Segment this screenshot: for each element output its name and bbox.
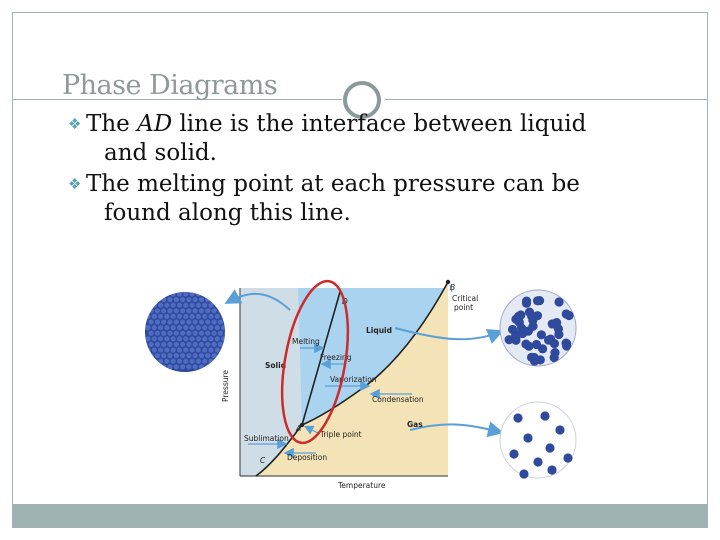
solid-molecule — [224, 364, 229, 369]
solid-molecule — [190, 314, 195, 319]
gas-molecule — [523, 433, 532, 442]
title-divider-right — [385, 99, 708, 100]
solid-molecule — [199, 364, 204, 369]
solid-molecule — [199, 308, 204, 313]
solid-molecule — [180, 331, 185, 336]
solid-molecule — [149, 308, 154, 313]
solid-molecule — [174, 353, 179, 358]
solid-molecule — [199, 319, 204, 324]
solid-molecule — [164, 303, 169, 308]
bullet-2-continuation: found along this line. — [104, 200, 351, 226]
solid-molecule — [183, 325, 188, 330]
solid-molecule — [152, 314, 157, 319]
x-axis-label: Temperature — [338, 481, 386, 490]
solid-molecule — [167, 308, 172, 313]
solid-molecule — [164, 291, 169, 296]
solid-molecule — [174, 308, 179, 313]
liquid-molecule — [522, 297, 531, 306]
solid-molecule — [152, 336, 157, 341]
solid-molecule — [180, 297, 185, 302]
bullet-icon: ❖ — [68, 115, 82, 133]
gas-molecule — [547, 465, 556, 474]
solid-molecule — [202, 336, 207, 341]
solid-molecule — [149, 353, 154, 358]
solid-molecule — [186, 331, 191, 336]
solid-molecule — [193, 353, 198, 358]
solid-molecule — [186, 308, 191, 313]
solid-molecule — [218, 353, 223, 358]
solid-molecule — [177, 336, 182, 341]
solid-molecule — [158, 314, 163, 319]
solid-molecule — [196, 347, 201, 352]
solid-molecule — [177, 291, 182, 296]
solid-molecule — [155, 297, 160, 302]
solid-molecule — [155, 353, 160, 358]
solid-molecule — [171, 359, 176, 364]
gas-molecule — [540, 411, 549, 420]
bullet-list — [68, 110, 668, 228]
liquid-molecule — [554, 324, 563, 333]
label-freezing: Freezing — [320, 353, 352, 362]
gas-molecule — [509, 449, 518, 458]
label-liquid: Liquid — [366, 326, 392, 335]
label-triple-point: Triple point — [320, 430, 362, 439]
solid-molecule — [215, 291, 220, 296]
solid-molecule — [155, 331, 160, 336]
solid-molecule — [145, 336, 150, 341]
solid-molecule — [161, 297, 166, 302]
solid-molecule — [193, 364, 198, 369]
solid-molecule — [212, 364, 217, 369]
solid-molecule — [171, 325, 176, 330]
solid-molecule — [218, 364, 223, 369]
solid-molecule — [167, 297, 172, 302]
solid-molecule — [193, 342, 198, 347]
solid-molecule — [230, 308, 235, 313]
liquid-molecule — [528, 322, 537, 331]
solid-molecule — [193, 297, 198, 302]
solid-molecule — [199, 353, 204, 358]
label-condensation: Condensation — [372, 395, 424, 404]
solid-molecule — [190, 359, 195, 364]
solid-molecule — [174, 331, 179, 336]
solid-molecule — [152, 325, 157, 330]
liquid-molecule — [550, 348, 559, 357]
solid-molecule — [164, 347, 169, 352]
solid-molecule — [208, 359, 213, 364]
solid-molecule — [174, 342, 179, 347]
label-sublimation: Sublimation — [244, 434, 289, 443]
solid-molecule — [149, 297, 154, 302]
label-b: B — [450, 283, 456, 292]
solid-molecule — [218, 308, 223, 313]
solid-molecule — [205, 308, 210, 313]
solid-molecule — [190, 347, 195, 352]
bullet-1-text-a: The — [86, 111, 138, 137]
solid-molecule — [205, 342, 210, 347]
solid-molecule — [190, 336, 195, 341]
solid-molecule — [161, 342, 166, 347]
solid-molecule — [205, 297, 210, 302]
solid-molecule — [212, 308, 217, 313]
footer-bar — [12, 504, 708, 528]
solid-molecule — [230, 331, 235, 336]
gas-molecule — [555, 425, 564, 434]
gas-model-circle — [500, 402, 576, 478]
solid-molecule — [230, 319, 235, 324]
solid-molecule — [193, 308, 198, 313]
solid-molecule — [196, 336, 201, 341]
liquid-molecule — [512, 330, 521, 339]
solid-molecule — [155, 364, 160, 369]
y-axis-label: Pressure — [221, 369, 230, 402]
solid-molecule — [205, 353, 210, 358]
solid-molecule — [145, 347, 150, 352]
solid-molecule — [230, 364, 235, 369]
solid-molecule — [149, 319, 154, 324]
solid-molecule — [221, 347, 226, 352]
solid-molecule — [196, 314, 201, 319]
solid-molecule — [227, 314, 232, 319]
solid-molecule — [227, 325, 232, 330]
liquid-molecule — [530, 356, 539, 365]
solid-molecule — [180, 364, 185, 369]
bullet-icon: ❖ — [68, 175, 82, 193]
solid-molecule — [215, 314, 220, 319]
solid-molecule — [171, 347, 176, 352]
liquid-molecule — [544, 336, 553, 345]
solid-molecule — [199, 342, 204, 347]
solid-molecule — [171, 291, 176, 296]
solid-molecule — [215, 359, 220, 364]
solid-molecule — [208, 291, 213, 296]
bullet-1-text-em: AD — [137, 111, 173, 137]
solid-molecule — [212, 353, 217, 358]
solid-molecule — [199, 297, 204, 302]
solid-molecule — [145, 291, 150, 296]
solid-molecule — [202, 303, 207, 308]
liquid-molecule — [554, 297, 563, 306]
solid-molecule — [161, 353, 166, 358]
solid-molecule — [205, 364, 210, 369]
label-a: A — [296, 424, 302, 433]
gas-molecule — [513, 413, 522, 422]
solid-molecule — [164, 359, 169, 364]
solid-molecule — [161, 308, 166, 313]
solid-molecule — [196, 303, 201, 308]
solid-molecule — [183, 291, 188, 296]
solid-molecule — [218, 297, 223, 302]
solid-molecule — [158, 336, 163, 341]
solid-molecule — [208, 347, 213, 352]
solid-molecule — [158, 347, 163, 352]
bullet-1-text-b: line is the interface between liquid — [172, 111, 587, 137]
solid-molecule — [230, 353, 235, 358]
solid-molecule — [180, 319, 185, 324]
solid-molecule — [152, 347, 157, 352]
solid-molecule — [186, 319, 191, 324]
solid-molecule — [212, 319, 217, 324]
solid-molecule — [224, 319, 229, 324]
solid-molecule — [224, 331, 229, 336]
solid-model — [145, 291, 236, 372]
solid-molecule — [221, 314, 226, 319]
solid-molecule — [145, 314, 150, 319]
solid-molecule — [158, 325, 163, 330]
solid-molecule — [221, 336, 226, 341]
solid-molecule — [167, 331, 172, 336]
label-vaporization: Vaporization — [330, 375, 377, 384]
solid-molecule — [183, 303, 188, 308]
solid-molecule — [167, 319, 172, 324]
solid-molecule — [190, 325, 195, 330]
solid-molecule — [224, 342, 229, 347]
phase-diagram-figure — [140, 270, 600, 500]
solid-molecule — [161, 319, 166, 324]
bullet-item-1 — [68, 110, 668, 168]
solid-molecule — [145, 359, 150, 364]
solid-molecule — [186, 342, 191, 347]
solid-molecule — [152, 359, 157, 364]
solid-molecule — [230, 342, 235, 347]
solid-molecule — [215, 303, 220, 308]
solid-molecule — [208, 314, 213, 319]
solid-molecule — [171, 314, 176, 319]
solid-molecule — [208, 303, 213, 308]
solid-molecule — [158, 359, 163, 364]
liquid-model — [500, 290, 576, 366]
gas-molecule — [563, 453, 572, 462]
solid-molecule — [212, 342, 217, 347]
bullet-2-text: The melting point at each pressure can be — [86, 171, 580, 197]
solid-molecule — [158, 291, 163, 296]
label-gas: Gas — [407, 420, 423, 429]
label-point: point — [454, 303, 474, 312]
solid-molecule — [202, 325, 207, 330]
solid-molecule — [177, 325, 182, 330]
solid-molecule — [183, 347, 188, 352]
solid-molecule — [167, 364, 172, 369]
solid-molecule — [199, 331, 204, 336]
solid-molecule — [186, 353, 191, 358]
solid-molecule — [155, 319, 160, 324]
solid-molecule — [164, 336, 169, 341]
solid-molecule — [161, 331, 166, 336]
solid-molecule — [208, 325, 213, 330]
gas-molecule — [519, 469, 528, 478]
solid-molecule — [186, 364, 191, 369]
bullet-1-continuation: and solid. — [104, 140, 217, 166]
liquid-molecule — [562, 309, 571, 318]
solid-molecule — [149, 331, 154, 336]
solid-molecule — [177, 314, 182, 319]
solid-molecule — [183, 336, 188, 341]
solid-molecule — [208, 336, 213, 341]
liquid-molecule — [533, 311, 542, 320]
solid-molecule — [177, 359, 182, 364]
label-d: D — [342, 297, 348, 306]
solid-molecule — [205, 331, 210, 336]
solid-molecule — [152, 291, 157, 296]
slide-title: Phase Diagrams — [62, 70, 278, 101]
solid-molecule — [227, 347, 232, 352]
solid-molecule — [167, 342, 172, 347]
solid-molecule — [167, 353, 172, 358]
solid-molecule — [227, 303, 232, 308]
solid-molecule — [183, 359, 188, 364]
solid-molecule — [149, 342, 154, 347]
solid-molecule — [174, 319, 179, 324]
solid-molecule — [155, 342, 160, 347]
solid-molecule — [180, 342, 185, 347]
solid-molecule — [161, 364, 166, 369]
solid-molecule — [174, 297, 179, 302]
solid-molecule — [193, 331, 198, 336]
solid-molecule — [186, 297, 191, 302]
solid-molecule — [190, 303, 195, 308]
solid-molecule — [190, 291, 195, 296]
solid-molecule — [177, 303, 182, 308]
label-solid: Solid — [265, 361, 287, 370]
solid-molecule — [155, 308, 160, 313]
bullet-item-2 — [68, 170, 668, 228]
solid-molecule — [212, 297, 217, 302]
solid-molecule — [145, 303, 150, 308]
gas-molecule — [545, 443, 554, 452]
solid-molecule — [171, 303, 176, 308]
liquid-molecule — [533, 296, 542, 305]
liquid-molecule — [525, 308, 534, 317]
solid-molecule — [149, 364, 154, 369]
solid-molecule — [212, 331, 217, 336]
solid-molecule — [196, 325, 201, 330]
solid-molecule — [205, 319, 210, 324]
solid-molecule — [218, 331, 223, 336]
solid-molecule — [224, 308, 229, 313]
label-c: C — [260, 456, 266, 465]
solid-molecule — [152, 303, 157, 308]
solid-molecule — [227, 336, 232, 341]
solid-molecule — [164, 314, 169, 319]
solid-molecule — [227, 359, 232, 364]
solid-molecule — [183, 314, 188, 319]
solid-molecule — [171, 336, 176, 341]
liquid-molecule — [524, 342, 533, 351]
solid-molecule — [164, 325, 169, 330]
solid-molecule — [224, 353, 229, 358]
liquid-molecule — [514, 312, 523, 321]
solid-molecule — [202, 359, 207, 364]
solid-molecule — [221, 303, 226, 308]
solid-molecule — [221, 359, 226, 364]
label-deposition: Deposition — [287, 453, 328, 462]
solid-molecule — [215, 347, 220, 352]
solid-molecule — [193, 319, 198, 324]
solid-molecule — [221, 291, 226, 296]
solid-molecule — [180, 308, 185, 313]
solid-molecule — [215, 336, 220, 341]
solid-molecule — [202, 347, 207, 352]
solid-molecule — [196, 291, 201, 296]
gas-molecule — [533, 457, 542, 466]
solid-molecule — [218, 319, 223, 324]
solid-molecule — [202, 291, 207, 296]
gas-model — [500, 402, 576, 479]
solid-molecule — [177, 347, 182, 352]
solid-molecule — [180, 353, 185, 358]
solid-molecule — [202, 314, 207, 319]
liquid-molecule — [538, 344, 547, 353]
solid-molecule — [174, 364, 179, 369]
solid-molecule — [227, 291, 232, 296]
solid-molecule — [221, 325, 226, 330]
solid-molecule — [218, 342, 223, 347]
solid-molecule — [196, 359, 201, 364]
label-critical: Critical — [452, 294, 479, 303]
solid-molecule — [158, 303, 163, 308]
label-melting: Melting — [292, 337, 320, 346]
solid-molecule — [215, 325, 220, 330]
solid-molecule — [145, 325, 150, 330]
